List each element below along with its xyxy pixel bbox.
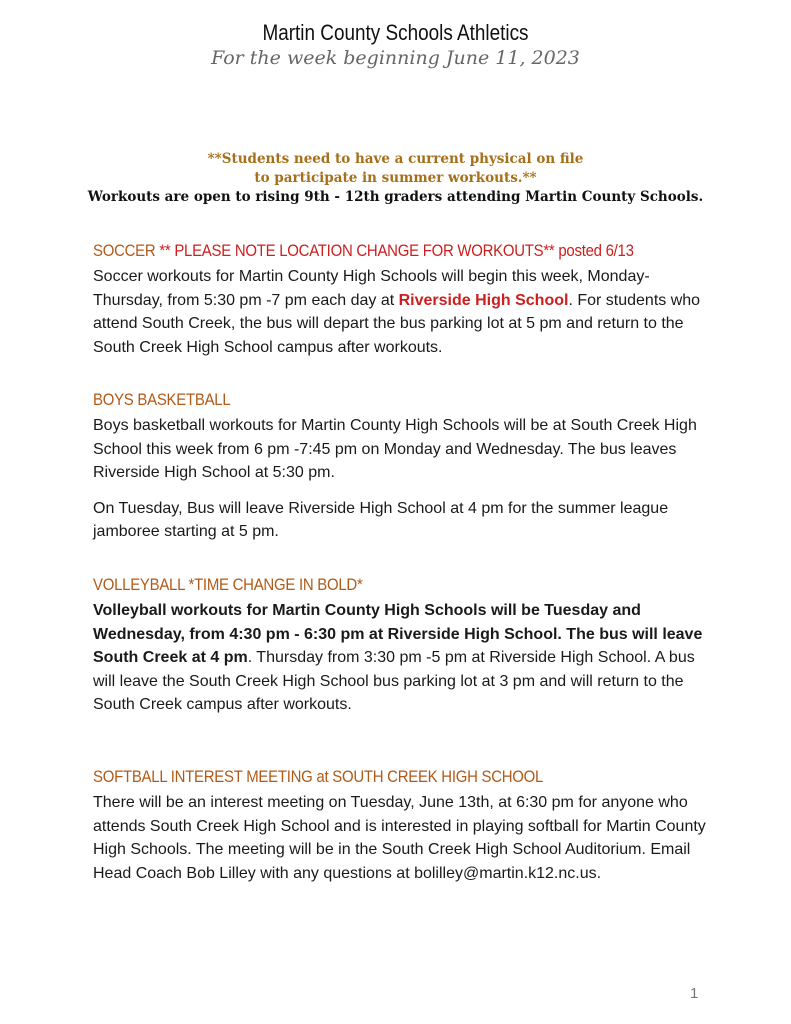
page-subtitle: For the week beginning June 11, 2023 <box>211 47 580 69</box>
soccer-text-2: . For students who attend South Creek, the bus will depart the bus parking lot at 5 pm and return to the South Creek High School campus after workouts. <box>93 291 701 356</box>
boys-basketball-heading: BOYS BASKETBALL <box>93 390 231 409</box>
notice-line-2: to participate in summer workouts.** <box>254 170 537 186</box>
boys-basketball-paragraph-2: On Tuesday, Bus will leave Riverside High School at 4 pm for the summer league jamboree starting at 5 pm. <box>93 499 669 541</box>
soccer-heading <box>93 241 639 261</box>
notice-line-1: **Students need to have a current physical on file <box>207 151 584 167</box>
volleyball-paragraph <box>93 599 713 717</box>
soccer-paragraph <box>93 265 713 359</box>
volleyball-text: . Thursday from 3:30 pm -5 pm at Riverside High School. A bus will leave the South Creek High School bus parking lot at 3 pm and will return to the South Creek campus after workouts. <box>93 649 695 714</box>
boys-basketball-section <box>93 390 713 544</box>
soccer-heading-suffix: ** PLEASE NOTE LOCATION CHANGE FOR WORKOUTS** posted 6/13 <box>155 241 634 260</box>
page-number: 1 <box>690 985 699 1002</box>
softball-paragraph: There will be an interest meeting on Tuesday, June 13th, at 6:30 pm for anyone who attends South Creek High School and is interested in playing softball for Martin County High Schools. The meeting will be in the South Creek High School Auditorium. Email Head Coach Bob Lilley with any questions at bolilley@martin.k12.nc.us. <box>93 794 706 882</box>
soccer-text-1: Soccer workouts for Martin County High Schools will begin this week, Monday-Thursday, from 5:30 pm -7 pm each day at <box>93 268 650 309</box>
page-title: Martin County Schools Athletics <box>262 20 529 45</box>
soccer-section <box>93 241 713 359</box>
soccer-heading-prefix: SOCCER <box>93 241 156 260</box>
softball-heading: SOFTBALL INTEREST MEETING at SOUTH CREEK HIGH SCHOOL <box>93 767 544 786</box>
volleyball-bold-text: Volleyball workouts for Martin County High Schools will be Tuesday and Wednesday, from 4:30 pm - 6:30 pm at Riverside High School. The bus will leave South Creek at 4 pm <box>93 602 703 667</box>
softball-section <box>93 767 713 885</box>
notice-line-3: Workouts are open to rising 9th - 12th graders attending Martin County Schools. <box>87 189 704 205</box>
boys-basketball-paragraph-1: Boys basketball workouts for Martin County High Schools will be at South Creek High School this week from 6 pm -7:45 pm on Monday and Wednesday. The bus leaves Riverside High School at 5:30 pm. <box>93 417 697 482</box>
volleyball-section <box>93 575 713 717</box>
soccer-location-highlight: Riverside High School <box>398 291 569 309</box>
volleyball-heading: VOLLEYBALL *TIME CHANGE IN BOLD* <box>93 575 363 594</box>
physical-notice <box>0 150 791 207</box>
